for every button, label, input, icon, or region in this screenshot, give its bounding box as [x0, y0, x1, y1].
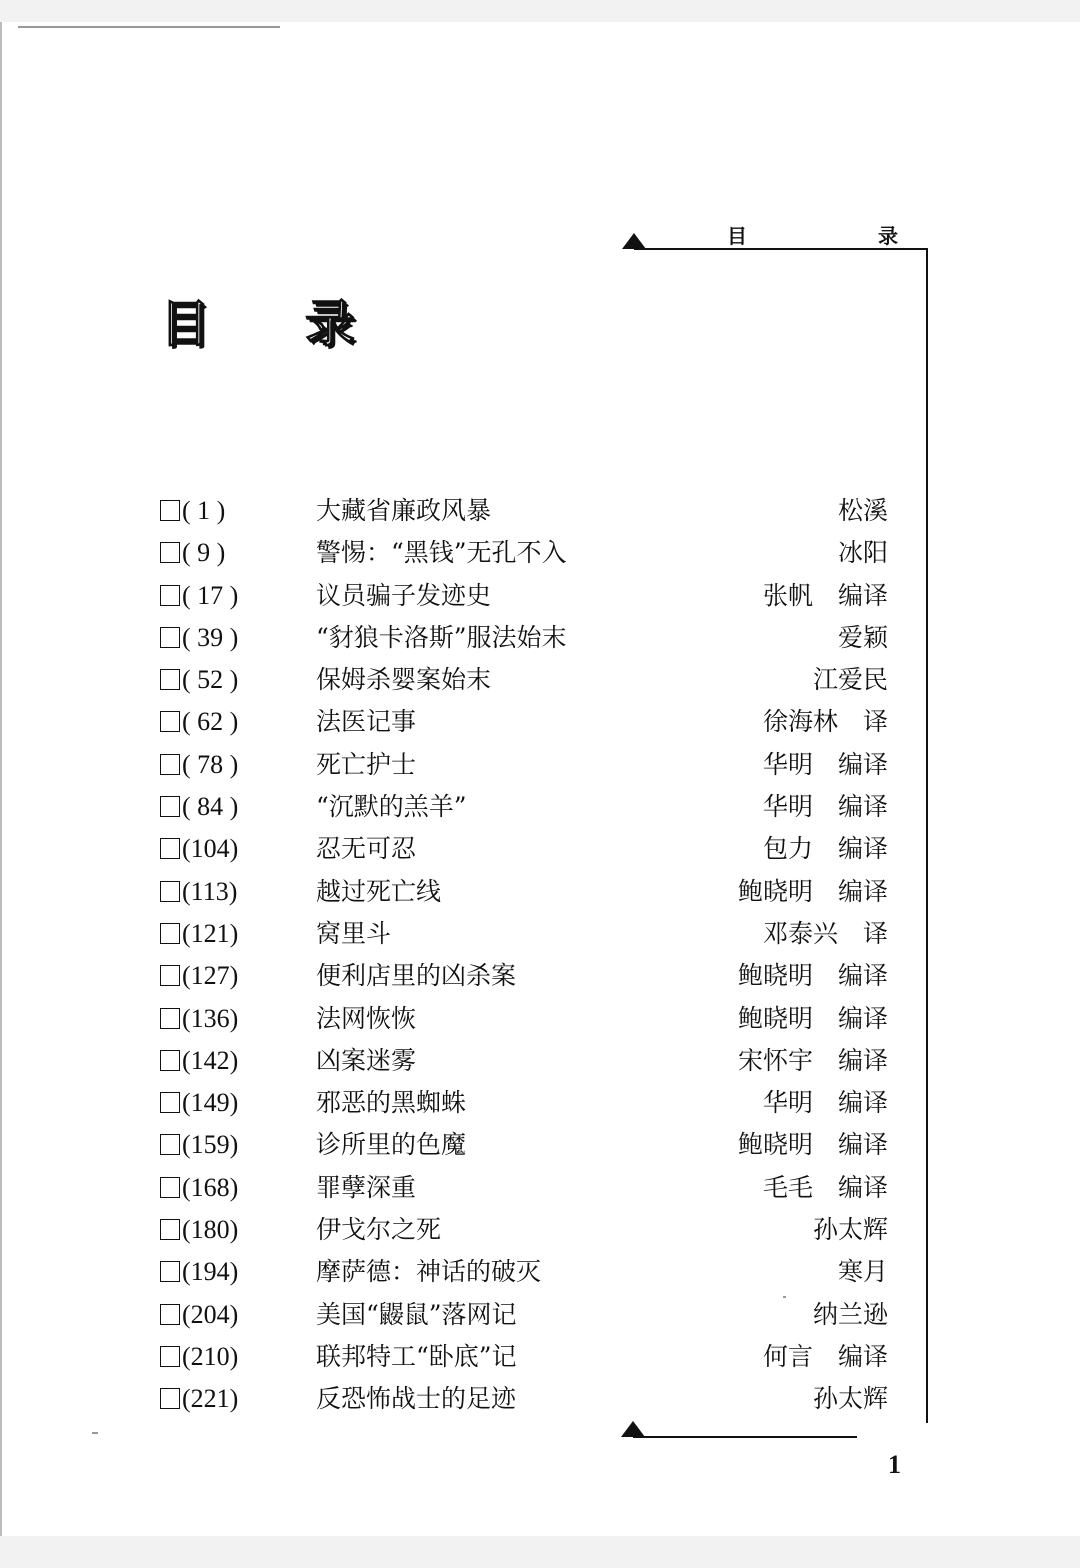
toc-entry[interactable]	[160, 617, 890, 659]
checkbox-square-icon	[160, 1304, 180, 1325]
toc-entry-title: 摩萨德：神话的破灭	[316, 1257, 542, 1287]
toc-entry-author: 张帆 编译	[762, 580, 888, 610]
toc-page-number: ( 17 )	[182, 580, 239, 610]
toc-entry-title: 反恐怖战士的足迹	[316, 1384, 517, 1414]
toc-page-number: (204)	[182, 1299, 239, 1329]
toc-entry-title: 保姆杀婴案始末	[316, 665, 492, 695]
toc-page-number: ( 52 )	[182, 665, 239, 695]
toc-page-number: ( 84 )	[182, 792, 239, 822]
toc-entry-title: “豺狼卡洛斯”服法始末	[316, 622, 567, 652]
toc-entry[interactable]	[160, 1294, 890, 1336]
toc-page-number: ( 78 )	[182, 749, 239, 779]
running-head: 目 录	[727, 224, 960, 248]
toc-entry[interactable]	[160, 1167, 890, 1209]
toc-entry-author: 纳兰逊	[812, 1299, 888, 1329]
checkbox-square-icon	[160, 754, 180, 775]
toc-entry-author: 孙太辉	[812, 1384, 888, 1414]
toc-page-number: ( 9 )	[182, 538, 226, 568]
toc-page-number: (142)	[182, 1045, 239, 1075]
checkbox-square-icon	[160, 500, 180, 521]
toc-entry-title: 罪孽深重	[316, 1172, 417, 1202]
toc-entry-title: 诊所里的色魔	[316, 1130, 467, 1160]
toc-page-number: ( 1 )	[182, 496, 226, 525]
toc-entry-author: 鲍晓明 编译	[737, 1130, 888, 1160]
footer-triangle-icon	[621, 1421, 645, 1437]
toc-entry[interactable]	[160, 1251, 890, 1293]
right-margin-rule	[926, 248, 928, 1423]
toc-entry-title: 警惕：“黑钱”无孔不入	[316, 538, 567, 568]
toc-page-number: (136)	[182, 1003, 239, 1033]
page-left-edge	[0, 22, 2, 1536]
toc-entry[interactable]	[160, 1336, 890, 1378]
toc-entry[interactable]	[160, 828, 890, 870]
toc-entry-author: 冰阳	[837, 538, 888, 568]
toc-entry-author: 江爱民	[812, 665, 888, 695]
toc-page-number: (104)	[182, 834, 239, 864]
toc-entry-title: 便利店里的凶杀案	[316, 961, 517, 991]
page-number: 1	[888, 1450, 901, 1479]
toc-entry[interactable]	[160, 1124, 890, 1166]
toc-entry[interactable]	[160, 913, 890, 955]
toc-entry-title: 越过死亡线	[316, 876, 442, 906]
checkbox-square-icon	[160, 1177, 180, 1198]
toc-entry-author: 华明 编译	[762, 1088, 888, 1118]
toc-page-number: (168)	[182, 1172, 239, 1202]
toc-page-number: (121)	[182, 918, 239, 948]
toc-entry[interactable]	[160, 1040, 890, 1082]
toc-entry[interactable]	[160, 998, 890, 1040]
scan-speck	[783, 1296, 786, 1298]
toc-page-number: (149)	[182, 1088, 239, 1118]
toc-entry-title: 法网恢恢	[316, 1003, 417, 1033]
toc-entry-title: 凶案迷雾	[316, 1045, 417, 1075]
toc-entry-title: 法医记事	[316, 707, 417, 737]
toc-page-number: (127)	[182, 961, 239, 991]
checkbox-square-icon	[160, 542, 180, 563]
toc-entry[interactable]	[160, 701, 890, 743]
checkbox-square-icon	[160, 796, 180, 817]
toc-entry-author: 华明 编译	[762, 749, 888, 779]
toc-page-number: (159)	[182, 1130, 239, 1160]
toc-entry-author: 孙太辉	[812, 1215, 888, 1245]
toc-entry-author: 爱颖	[837, 622, 888, 652]
toc-entry-title: 议员骗子发迹史	[316, 580, 492, 610]
checkbox-square-icon	[160, 585, 180, 606]
toc-entry-title: 伊戈尔之死	[316, 1215, 442, 1245]
checkbox-square-icon	[160, 711, 180, 732]
checkbox-square-icon	[160, 1388, 180, 1409]
toc-entry-author: 寒月	[837, 1257, 888, 1287]
toc-entry-title: 美国“鼹鼠”落网记	[316, 1299, 517, 1329]
checkbox-square-icon	[160, 838, 180, 859]
toc-page-number: (180)	[182, 1215, 239, 1245]
toc-entry[interactable]	[160, 575, 890, 617]
toc-entry-author: 何言 编译	[762, 1341, 888, 1371]
toc-page-number: ( 39 )	[182, 622, 239, 652]
toc-entry-author: 鲍晓明 编译	[737, 876, 888, 906]
toc-page-number: (221)	[182, 1384, 239, 1414]
toc-page-number: (210)	[182, 1341, 239, 1371]
book-page	[0, 22, 1080, 1536]
checkbox-square-icon	[160, 923, 180, 944]
toc-entry[interactable]	[160, 1082, 890, 1124]
toc-entry-title: “沉默的羔羊”	[316, 792, 467, 822]
checkbox-square-icon	[160, 1092, 180, 1113]
toc-entry[interactable]	[160, 955, 890, 997]
scan-speck	[92, 1432, 98, 1434]
toc-entry-title: 联邦特工“卧底”记	[316, 1341, 517, 1371]
toc-page-number: (194)	[182, 1257, 239, 1287]
checkbox-square-icon	[160, 1050, 180, 1071]
toc-entry[interactable]	[160, 1378, 890, 1420]
toc-entry[interactable]	[160, 490, 890, 532]
toc-entry-author: 毛毛 编译	[762, 1172, 888, 1202]
toc-entry-author: 鲍晓明 编译	[737, 961, 888, 991]
checkbox-square-icon	[160, 1008, 180, 1029]
toc-page-number: (113)	[182, 876, 238, 906]
toc-entry-author: 包力 编译	[762, 834, 888, 864]
toc-entry-title: 邪恶的黑蜘蛛	[316, 1088, 467, 1118]
toc-entry-author: 鲍晓明 编译	[737, 1003, 888, 1033]
toc-entry[interactable]	[160, 1209, 890, 1251]
toc-entry-title: 窝里斗	[316, 918, 392, 948]
toc-entry[interactable]	[160, 532, 890, 574]
checkbox-square-icon	[160, 1219, 180, 1240]
checkbox-square-icon	[160, 965, 180, 986]
toc-entry-author: 华明 编译	[762, 792, 888, 822]
checkbox-square-icon	[160, 1346, 180, 1367]
footer-rule	[633, 1436, 857, 1438]
toc-entry-title: 忍无可忍	[316, 834, 417, 864]
toc-entry[interactable]	[160, 659, 890, 701]
page-title-char-2: 录	[305, 295, 355, 353]
header-triangle-icon	[622, 233, 646, 249]
toc-entry-title: 大藏省廉政风暴	[316, 496, 492, 525]
checkbox-square-icon	[160, 881, 180, 902]
toc-entry-author: 宋怀宇 编译	[737, 1045, 888, 1075]
toc-entry[interactable]	[160, 786, 890, 828]
toc-entry-author: 松溪	[837, 496, 888, 525]
scan-artifact-line	[18, 26, 280, 28]
checkbox-square-icon	[160, 1134, 180, 1155]
toc-entry[interactable]	[160, 744, 890, 786]
toc-entry-author: 徐海林 译	[762, 707, 888, 737]
toc-entry[interactable]	[160, 871, 890, 913]
checkbox-square-icon	[160, 669, 180, 690]
toc-page-number: ( 62 )	[182, 707, 239, 737]
checkbox-square-icon	[160, 627, 180, 648]
toc-entry-title: 死亡护士	[316, 749, 417, 779]
page-title-char-1: 目	[160, 295, 210, 353]
table-of-contents	[160, 490, 890, 1421]
checkbox-square-icon	[160, 1261, 180, 1282]
toc-entry-author: 邓泰兴 译	[762, 918, 888, 948]
